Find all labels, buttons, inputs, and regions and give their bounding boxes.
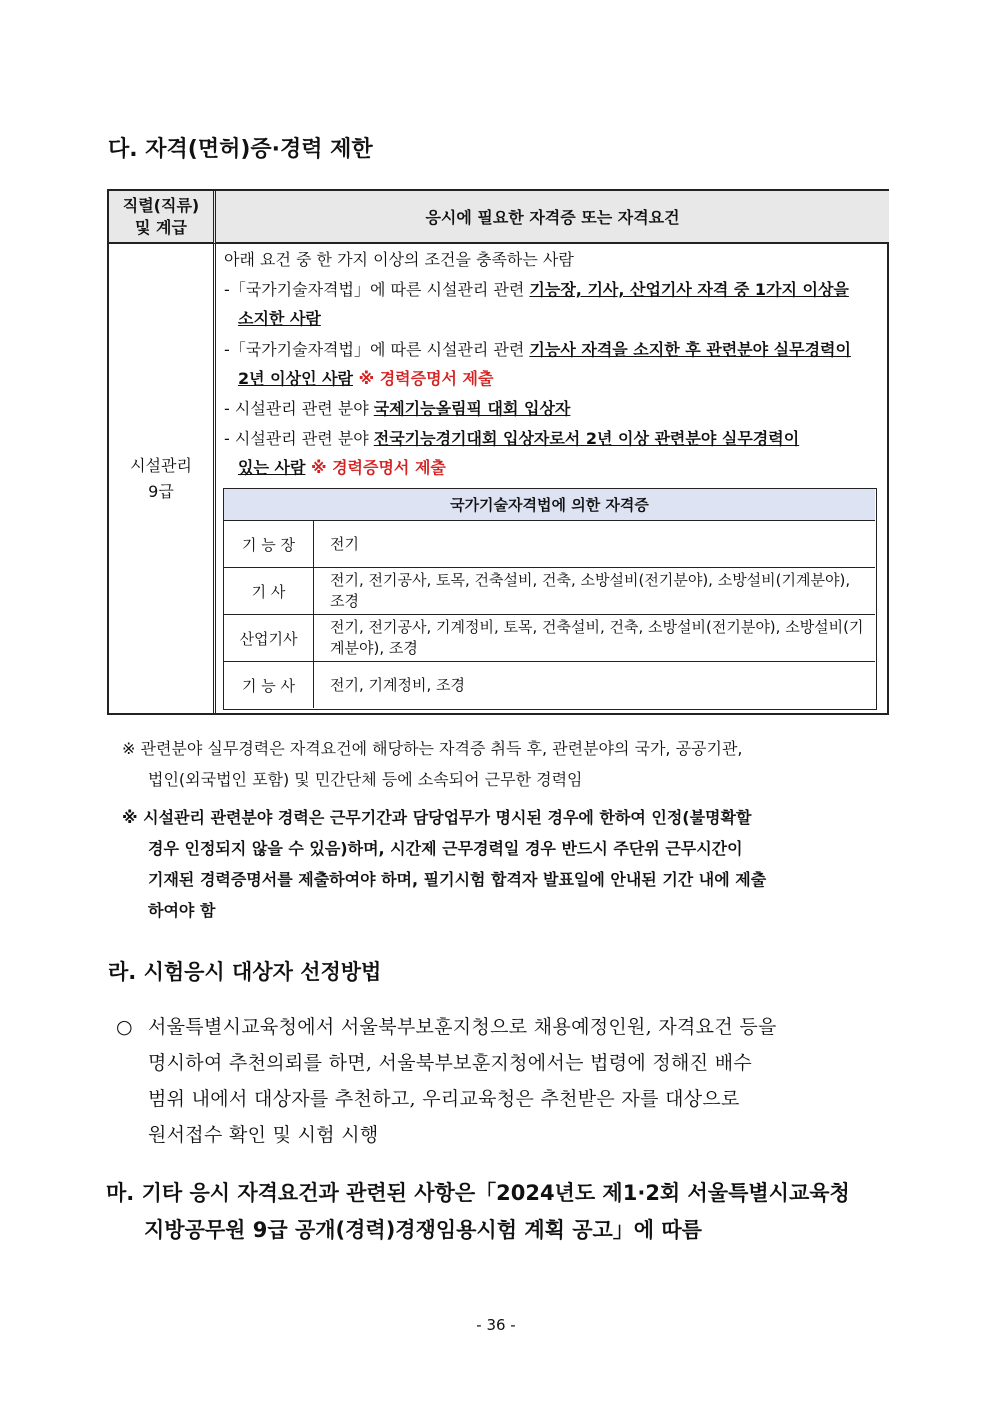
req4-line1 <box>224 426 799 449</box>
fields-cell: 전기, 기계정비, 조경 <box>330 675 465 694</box>
table-row <box>224 615 875 662</box>
req3-line1 <box>224 396 570 419</box>
req4-note: ※ 경력증명서 제출 <box>305 458 446 477</box>
table-row <box>224 568 875 615</box>
section-ma-line1: 마. 기타 응시 자격요건과 관련된 사항은「2024년도 제1·2회 서울특별시교육청 <box>106 1181 850 1205</box>
req2-line1 <box>224 337 851 360</box>
req4-emphasis: 전국기능경기대회 입상자로서 2년 이상 관련분야 실무경력이 <box>373 429 800 448</box>
header-rank-line1: 직렬(직류) <box>122 195 200 215</box>
certificate-table-title: 국가기술자격법에 의한 자격증 <box>224 489 875 521</box>
note1-line1: ※ 관련분야 실무경력은 자격요건에 해당하는 자격증 취득 후, 관련분야의 국가, 공공기관, <box>122 739 743 758</box>
req1-line1 <box>224 277 849 300</box>
rank-cell <box>109 244 213 713</box>
note2-line1: ※ 시설관리 관련분야 경력은 근무기간과 담당업무가 명시된 경우에 한하여 인정(불명확할 <box>122 808 752 827</box>
section-ma-line2: 지방공무원 9급 공개(경력)경쟁임용시험 계획 공고」에 따름 <box>144 1218 702 1242</box>
req4-text: - 시설관리 관련 분야 <box>224 429 374 448</box>
section-heading-da: 다. 자격(면허)증·경력 제한 <box>108 137 373 162</box>
grade-cell: 산업기사 <box>224 615 314 661</box>
req2-emphasis-cont: 2년 이상인 사람 <box>238 369 354 388</box>
para-line3: 범위 내에서 대상자를 추천하고, 우리교육청은 추천받은 자를 대상으로 <box>148 1088 740 1110</box>
fields-cell: 전기, 전기공사, 기계정비, 토목, 건축설비, 건축, 소방설비(전기분야), 소방설비(기계분야), 조경 <box>330 618 864 657</box>
req1-text: -「국가기술자격법」에 따른 시설관리 관련 <box>224 280 530 299</box>
req1-emphasis: 기능장, 기사, 산업기사 자격 중 1가지 이상을 <box>529 280 849 299</box>
rank-line2: 9급 <box>148 481 174 501</box>
circle-bullet-icon: ○ <box>116 1016 133 1038</box>
req3-emphasis: 국제기능올림픽 대회 입상자 <box>373 399 571 418</box>
req2-emphasis: 기능사 자격을 소지한 후 관련분야 실무경력이 <box>529 340 851 359</box>
grade-cell: 기 사 <box>224 568 314 614</box>
req2-text: -「국가기술자격법」에 따른 시설관리 관련 <box>224 340 530 359</box>
page-number: - 36 - <box>476 1316 516 1334</box>
certificate-table <box>223 488 877 710</box>
fields-cell: 전기 <box>330 534 359 553</box>
grade-cell: 기 능 사 <box>224 662 314 708</box>
req2-line2 <box>238 366 493 389</box>
para-line2: 명시하여 추천의뢰를 하면, 서울북부보훈지청에서는 법령에 정해진 배수 <box>148 1052 752 1074</box>
req-intro: 아래 요건 중 한 가지 이상의 조건을 충족하는 사람 <box>224 250 574 269</box>
note2-line2: 경우 인정되지 않을 수 있음)하며, 시간제 근무경력일 경우 반드시 주단위 근무시간이 <box>148 839 743 858</box>
req3-text: - 시설관리 관련 분야 <box>224 399 374 418</box>
note1-line2: 법인(외국법인 포함) 및 민간단체 등에 소속되어 근무한 경력임 <box>148 770 583 789</box>
column-divider <box>213 244 216 713</box>
section-heading-ra: 라. 시험응시 대상자 선정방법 <box>108 960 382 984</box>
req4-emphasis-cont: 있는 사람 <box>238 458 306 477</box>
section-heading-ma <box>106 1175 850 1249</box>
header-rank <box>109 191 213 244</box>
grade-cell: 기 능 장 <box>224 521 314 567</box>
header-requirements: 응시에 필요한 자격증 또는 자격요건 <box>213 191 889 244</box>
rank-line1: 시설관리 <box>130 455 192 475</box>
req2-note: ※ 경력증명서 제출 <box>353 369 494 388</box>
note-experience <box>122 733 742 795</box>
header-rank-line2: 및 계급 <box>135 217 187 237</box>
table-row <box>224 662 875 708</box>
selection-method-paragraph <box>116 1009 777 1153</box>
para-line4: 원서접수 확인 및 시험 시행 <box>148 1124 379 1146</box>
table-row <box>224 521 875 568</box>
note-facility-experience <box>122 802 766 926</box>
note2-line4: 하여야 함 <box>148 901 216 920</box>
req1-line2 <box>238 306 321 329</box>
fields-cell: 전기, 전기공사, 토목, 건축설비, 건축, 소방설비(전기분야), 소방설비(기계분야), 조경 <box>330 571 851 610</box>
req4-line2 <box>238 455 446 478</box>
note2-line3: 기재된 경력증명서를 제출하여야 하며, 필기시험 합격자 발표일에 안내된 기간 내에 제출 <box>148 870 767 889</box>
para-line1: 서울특별시교육청에서 서울북부보훈지청으로 채용예정인원, 자격요건 등을 <box>148 1016 777 1038</box>
req1-emphasis-cont: 소지한 사람 <box>238 309 321 328</box>
